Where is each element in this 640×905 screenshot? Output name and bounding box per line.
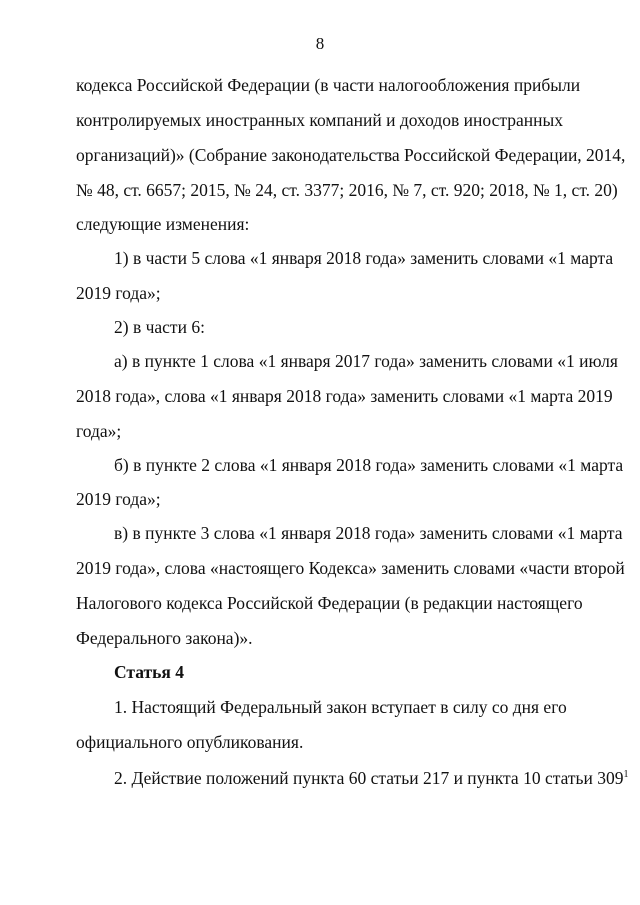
text-line: 1. Настоящий Федеральный закон вступает в силу со дня его xyxy=(114,697,567,717)
text-line: 2019 года»; xyxy=(76,489,161,509)
text-line xyxy=(114,767,629,789)
text-line: контролируемых иностранных компаний и доходов иностранных xyxy=(76,110,563,130)
superscript: 1 xyxy=(623,769,629,780)
article-heading: Статья 4 xyxy=(114,662,184,682)
text-line: а) в пункте 1 слова «1 января 2017 года» заменить словами «1 июля xyxy=(114,351,618,371)
text-line-content: 2. Действие положений пункта 60 статьи 217 и пункта 10 статьи 309 xyxy=(114,768,624,788)
text-line: в) в пункте 3 слова «1 января 2018 года» заменить словами «1 марта xyxy=(114,523,623,543)
text-line: 2) в части 6: xyxy=(114,317,205,337)
text-line: года»; xyxy=(76,421,122,441)
text-line: официального опубликования. xyxy=(76,732,304,752)
text-line: следующие изменения: xyxy=(76,214,250,234)
text-line: кодекса Российской Федерации (в части налогообложения прибыли xyxy=(76,75,581,95)
text-line: № 48, ст. 6657; 2015, № 24, ст. 3377; 2016, № 7, ст. 920; 2018, № 1, ст. 20) xyxy=(76,180,618,200)
page-number: 8 xyxy=(315,34,325,53)
text-line: Федерального закона)». xyxy=(76,628,253,648)
text-line: 2018 года», слова «1 января 2018 года» заменить словами «1 марта 2019 xyxy=(76,386,613,406)
text-line: б) в пункте 2 слова «1 января 2018 года» заменить словами «1 марта xyxy=(114,455,624,475)
text-line: Налогового кодекса Российской Федерации (в редакции настоящего xyxy=(76,593,583,613)
text-line: 2019 года»; xyxy=(76,283,161,303)
text-line: 2019 года», слова «настоящего Кодекса» заменить словами «части второй xyxy=(76,558,625,578)
text-line: 1) в части 5 слова «1 января 2018 года» заменить словами «1 марта xyxy=(114,248,614,268)
text-line: организаций)» (Собрание законодательства Российской Федерации, 2014, xyxy=(76,145,626,165)
